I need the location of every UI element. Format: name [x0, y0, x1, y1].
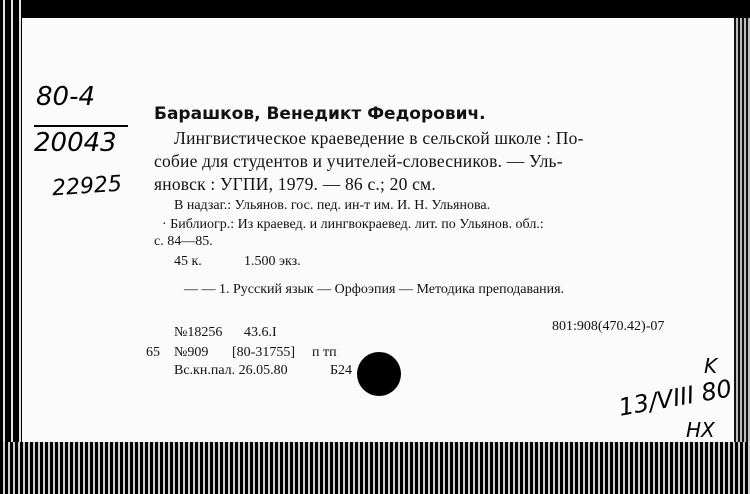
copies: 1.500 экз. [244, 254, 301, 269]
note-bibliography-line-1: · Библиогр.: Из краевед. и лингвокраевед. лит. по Ульянов. обл.: [162, 217, 544, 232]
card-punch-hole [357, 352, 401, 396]
handwritten-mark-k: K [704, 354, 718, 378]
handwritten-initials: НХ [686, 418, 715, 442]
title-line-3: яновск : УГПИ, 1979. — 86 с.; 20 см. [154, 174, 436, 194]
handwritten-shelfmark-bottom: 20043 [34, 128, 117, 158]
note-bibliography-line-2: с. 84—85. [154, 234, 213, 249]
order-number: №909 [174, 345, 209, 360]
title-line-1: Лингвистическое краеведение в сельской школе : По- [174, 128, 584, 148]
card-right-edge [734, 18, 750, 442]
author-heading: Барашков, Венедикт Федорович. [154, 104, 486, 124]
udc-index: 801:908(470.42)-07 [552, 319, 665, 334]
note-header: В надзаг.: Ульянов. гос. пед. ин-т им. И. Н. Ульянова. [174, 198, 491, 213]
order-prefix: 65 [146, 345, 160, 360]
subject-headings: — — 1. Русский язык — Орфоэпия — Методика преподавания. [184, 282, 565, 297]
bbk-index: 43.6.I [244, 325, 277, 340]
shelfmark-underline [34, 125, 128, 127]
scanner-bottom-edge [0, 442, 750, 494]
handwritten-date: 13/VIII 80 [616, 374, 735, 422]
order-suffix: п тп [312, 345, 337, 360]
handwritten-shelfmark-top: 80-4 [36, 82, 96, 112]
book-chamber-code: Б24 [330, 363, 353, 378]
scanner-left-edge [0, 0, 22, 494]
order-reference: [80-31755] [232, 345, 295, 360]
price: 45 к. [174, 254, 202, 269]
book-chamber-line: Вс.кн.пал. 26.05.80 [174, 363, 288, 378]
title-line-2: собие для студентов и учителей-словесников. — Уль- [154, 151, 563, 171]
card-number: №18256 [174, 325, 223, 340]
handwritten-inventory-number: 22925 [51, 171, 123, 202]
